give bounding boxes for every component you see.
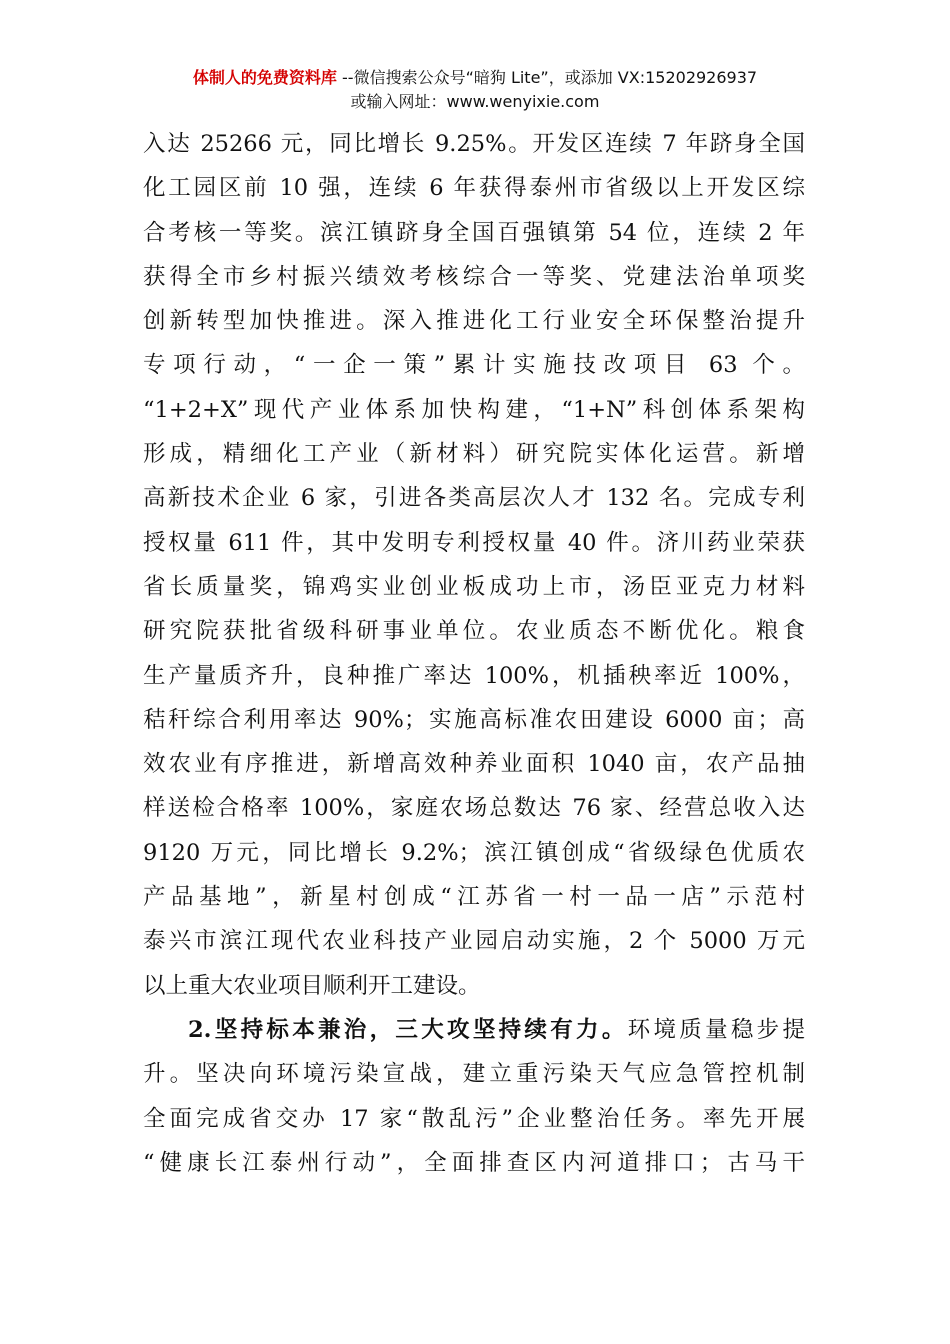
section-heading: 2.坚持标本兼治，三大攻坚持续有力。 [188,1016,628,1043]
text-line: 高新技术企业 6 家，引进各类高层次人才 132 名。完成专利 [143,485,805,512]
text-line: 化工园区前 10 强，连续 6 年获得泰州市省级以上开发区综 [143,175,805,202]
text-line: “健康长江泰州行动”，全面排查区内河道排口；古马干 [143,1149,805,1176]
text-line: 生产量质齐升，良种推广率达 100%，机插秧率近 100%， [143,662,805,689]
text-line: 全面完成省交办 17 家“散乱污”企业整治任务。率先开展 [143,1105,805,1132]
text-line: 产品基地”，新星村创成“江苏省一村一品一店”示范村 [143,884,805,911]
text-line: 样送检合格率 100%，家庭农场总数达 76 家、经营总收入达 [143,795,805,822]
text-line: 泰兴市滨江现代农业科技产业园启动实施，2 个 5000 万元 [143,928,805,955]
text-line: 专项行动，“一企一策”累计实施技改项目 63 个。 [143,352,805,379]
text-line: 研究院获批省级科研事业单位。农业质态不断优化。粮食 [143,618,805,645]
section-heading-continuation: 环境质量稳步提 [627,1016,805,1043]
header-contact: --微信搜索公众号“暗狗 Lite”，或添加 VX:15202926937 [336,68,758,87]
paragraph-2-first-line [143,1008,805,1052]
text-line: 入达 25266 元，同比增长 9.25%。开发区连续 7 年跻身全国 [143,131,805,157]
watermark-header [0,66,950,114]
text-line: 9120 万元，同比增长 9.2%；滨江镇创成“省级绿色优质农 [143,839,805,866]
text-line: 升。坚决向环境污染宣战，建立重污染天气应急管控机制 [143,1061,805,1088]
text-line: 效农业有序推进，新增高效种养业面积 1040 亩，农产品抽 [143,751,805,778]
text-line: 秸秆综合利用率达 90%；实施高标准农田建设 6000 亩；高 [143,706,805,733]
text-line: “1+2+X”现代产业体系加快构建，“1+N”科创体系架构 [143,396,805,423]
header-brand: 体制人的免费资料库 [192,68,337,87]
body-text [143,122,805,1185]
text-line: 获得全市乡村振兴绩效考核综合一等奖、党建法治单项奖 [143,263,805,290]
header-line-1 [0,66,950,90]
text-line: 创新转型加快推进。深入推进化工行业安全环保整治提升 [143,308,805,335]
text-line: 形成，精细化工产业（新材料）研究院实体化运营。新增 [143,441,805,468]
header-line-2: 或输入网址：www.wenyixie.com [350,92,600,111]
text-line: 省长质量奖，锦鸡实业创业板成功上市，汤臣亚克力材料 [143,573,805,600]
text-line: 合考核一等奖。滨江镇跻身全国百强镇第 54 位，连续 2 年 [143,219,805,246]
text-line: 以上重大农业项目顺利开工建设。 [143,972,481,999]
text-line: 授权量 611 件，其中发明专利授权量 40 件。济川药业荣获 [143,529,805,556]
